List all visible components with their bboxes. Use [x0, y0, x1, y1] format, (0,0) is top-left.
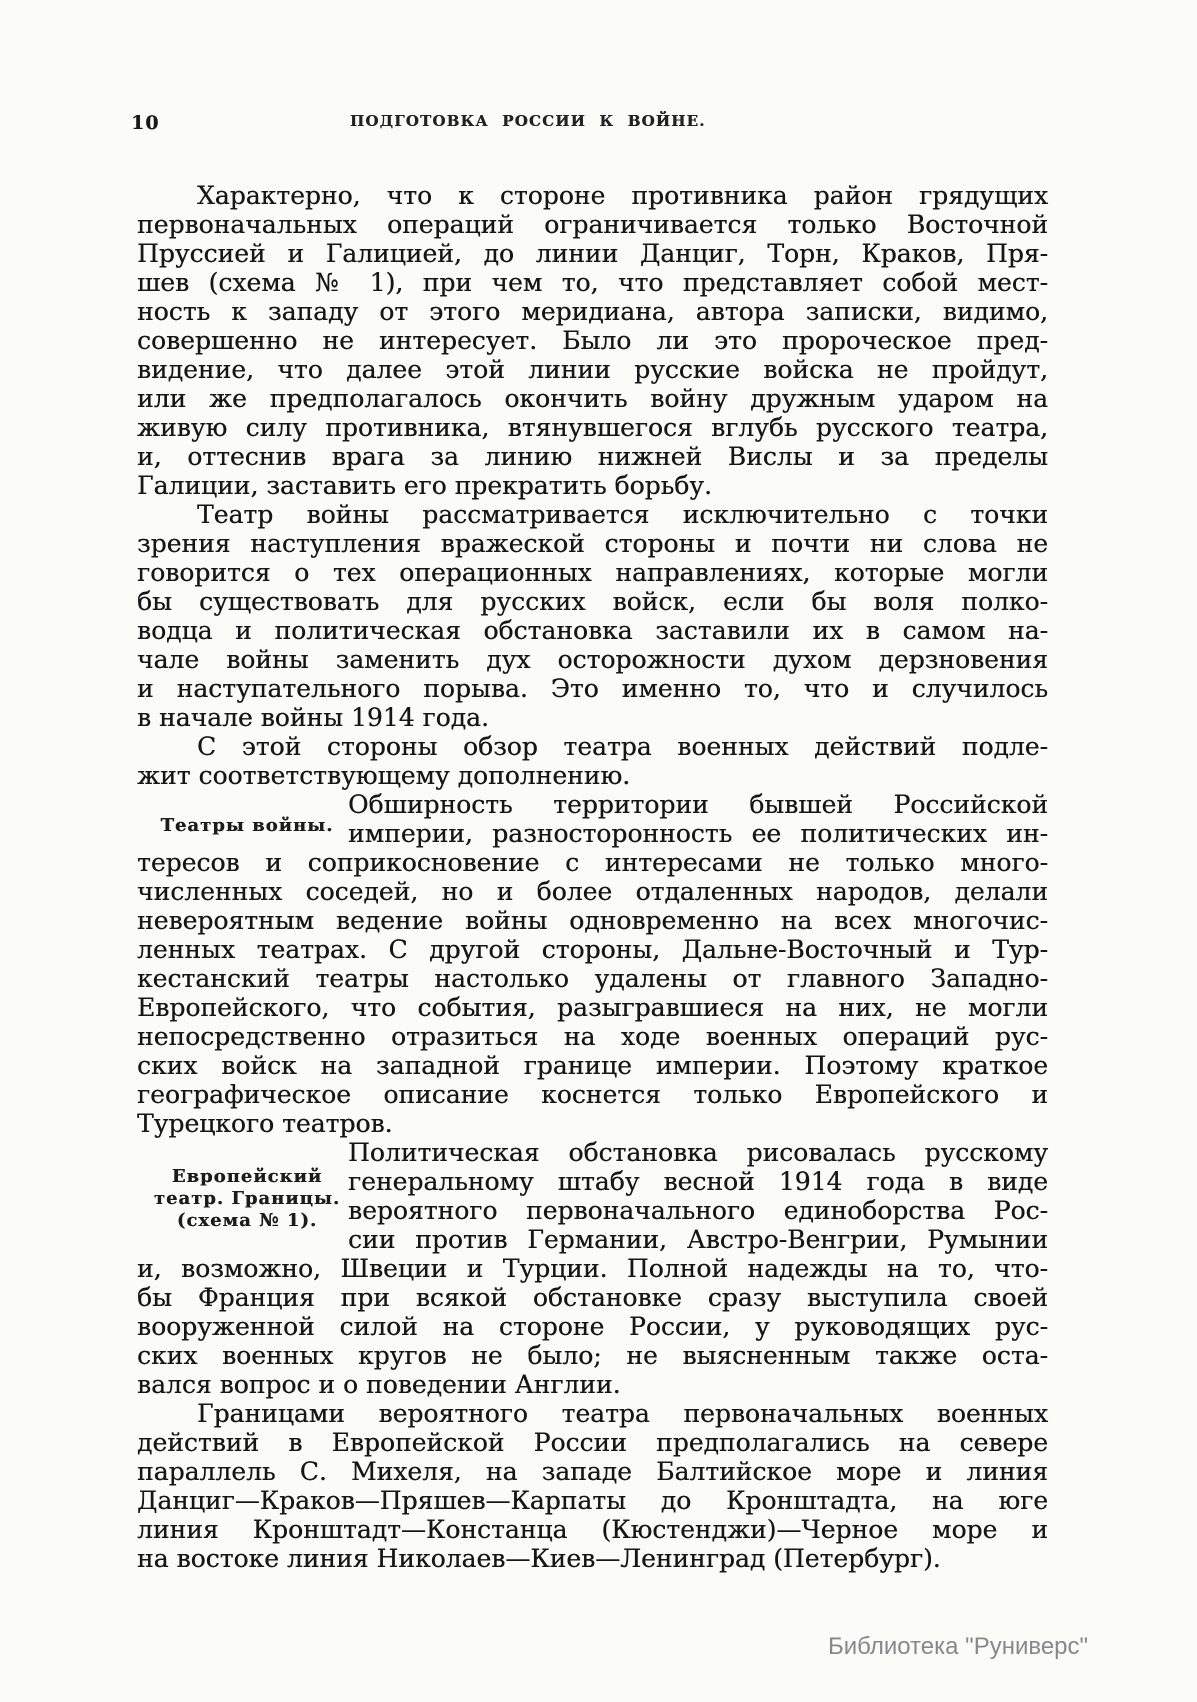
text-line: линия Кронштадт—Констанца (Кюстенджи)—Черное море и: [137, 1515, 1048, 1544]
text-line: в начале войны 1914 года.: [137, 703, 489, 732]
text-line: Границами вероятного театра первоначальных военных: [197, 1399, 1048, 1428]
text-line: или же предполагалось окончить войну дружным ударом на: [137, 384, 1048, 413]
paragraph: [137, 732, 1048, 790]
page-number: 10: [131, 112, 160, 134]
text-line: Турецкого театров.: [137, 1109, 393, 1138]
text-line: сии против Германии, Австро-Венгрии, Румынии: [348, 1225, 1048, 1254]
text-line: совершенно не интересует. Было ли это пророческое пред-: [137, 326, 1048, 355]
margin-note-line: Европейский: [171, 1166, 323, 1187]
text-column: [137, 181, 1048, 1573]
text-line: шев (схема № 1), при чем то, что представляет собой мест-: [137, 268, 1048, 297]
text-line: живую силу противника, втянувшегося вглубь русского театра,: [137, 413, 1048, 442]
text-line: бы Франция при всякой обстановке сразу выступила своей: [137, 1283, 1048, 1312]
text-line: Обширность территории бывшей Российской: [348, 790, 1048, 819]
paragraph: [137, 181, 1048, 500]
text-line: Европейского, что события, разыгравшиеся на них, не могли: [137, 993, 1048, 1022]
text-line: чале войны заменить дух осторожности духом дерзновения: [137, 645, 1048, 674]
text-line: вооруженной силой на стороне России, у руководящих рус-: [137, 1312, 1048, 1341]
text-line: говорится о тех операционных направлениях, которые могли: [137, 558, 1048, 587]
margin-note-theatres-of-war: [149, 815, 345, 837]
text-line: Театр войны рассматривается исключительно с точки: [197, 500, 1048, 529]
text-line: на востоке линия Николаев—Киев—Ленинград (Петербург).: [137, 1544, 941, 1573]
text-line: непосредственно отразиться на ходе военных операций рус-: [137, 1022, 1048, 1051]
paragraph: [137, 1138, 1048, 1399]
text-line: кестанский театры настолько удалены от главного Западно-: [137, 964, 1048, 993]
margin-note-line: (схема № 1).: [176, 1210, 318, 1231]
text-line: и наступательного порыва. Это именно то, что и случилось: [137, 674, 1048, 703]
text-line: империи, разносторонность ее политических ин-: [348, 819, 1048, 848]
paragraph: [137, 500, 1048, 732]
running-header: ПОДГОТОВКА РОССИИ К ВОЙНЕ.: [350, 112, 706, 130]
text-line: численных соседей, но и более отдаленных народов, делали: [137, 877, 1048, 906]
text-line: видение, что далее этой линии русские войска не пройдут,: [137, 355, 1048, 384]
paragraph: [137, 1399, 1048, 1573]
paragraph: [137, 790, 1048, 1138]
margin-note-line: Театры войны.: [160, 815, 334, 836]
margin-note-line: театр. Границы.: [153, 1188, 341, 1209]
text-line: и, оттеснив врага за линию нижней Вислы и за пределы: [137, 442, 1048, 471]
text-line: первоначальных операций ограничивается только Восточной: [137, 210, 1048, 239]
text-line: вероятного первоначального единоборства Рос-: [348, 1196, 1048, 1225]
text-line: параллель С. Михеля, на западе Балтийское море и линия: [137, 1457, 1048, 1486]
text-line: и, возможно, Швеции и Турции. Полной надежды на то, что-: [137, 1254, 1048, 1283]
text-line: вался вопрос и о поведении Англии.: [137, 1370, 621, 1399]
text-line: ность к западу от этого меридиана, автора записки, видимо,: [137, 297, 1048, 326]
text-line: Характерно, что к стороне противника район грядущих: [197, 181, 1048, 210]
library-watermark: Библиотека "Руниверс": [828, 1633, 1089, 1660]
text-line: действий в Европейской России предполагались на севере: [137, 1428, 1048, 1457]
text-line: невероятным ведение войны одновременно на всех многочис-: [137, 906, 1048, 935]
text-line: бы существовать для русских войск, если бы воля полко-: [137, 587, 1048, 616]
text-line: жит соответствующему дополнению.: [137, 761, 631, 790]
text-line: ских военных кругов не было; не выясненным также оста-: [137, 1341, 1048, 1370]
text-line: С этой стороны обзор театра военных действий подле-: [197, 732, 1048, 761]
text-line: генеральному штабу весной 1914 года в виде: [348, 1167, 1048, 1196]
text-line: Данциг—Краков—Пряшев—Карпаты до Кронштадта, на юге: [137, 1486, 1048, 1515]
text-line: Политическая обстановка рисовалась русскому: [348, 1138, 1048, 1167]
text-line: Пруссией и Галицией, до линии Данциг, Торн, Краков, Пря-: [137, 239, 1048, 268]
text-line: ленных театрах. С другой стороны, Дальне-Восточный и Тур-: [137, 935, 1048, 964]
text-line: ских войск на западной границе империи. Поэтому краткое: [137, 1051, 1048, 1080]
text-line: географическое описание коснется только Европейского и: [137, 1080, 1048, 1109]
text-line: зрения наступления вражеской стороны и почти ни слова не: [137, 529, 1048, 558]
margin-note-european-theatre: [149, 1166, 345, 1232]
text-line: тересов и соприкосновение с интересами не только много-: [137, 848, 1048, 877]
text-line: Галиции, заставить его прекратить борьбу.: [137, 471, 712, 500]
text-line: водца и политическая обстановка заставили их в самом на-: [137, 616, 1048, 645]
